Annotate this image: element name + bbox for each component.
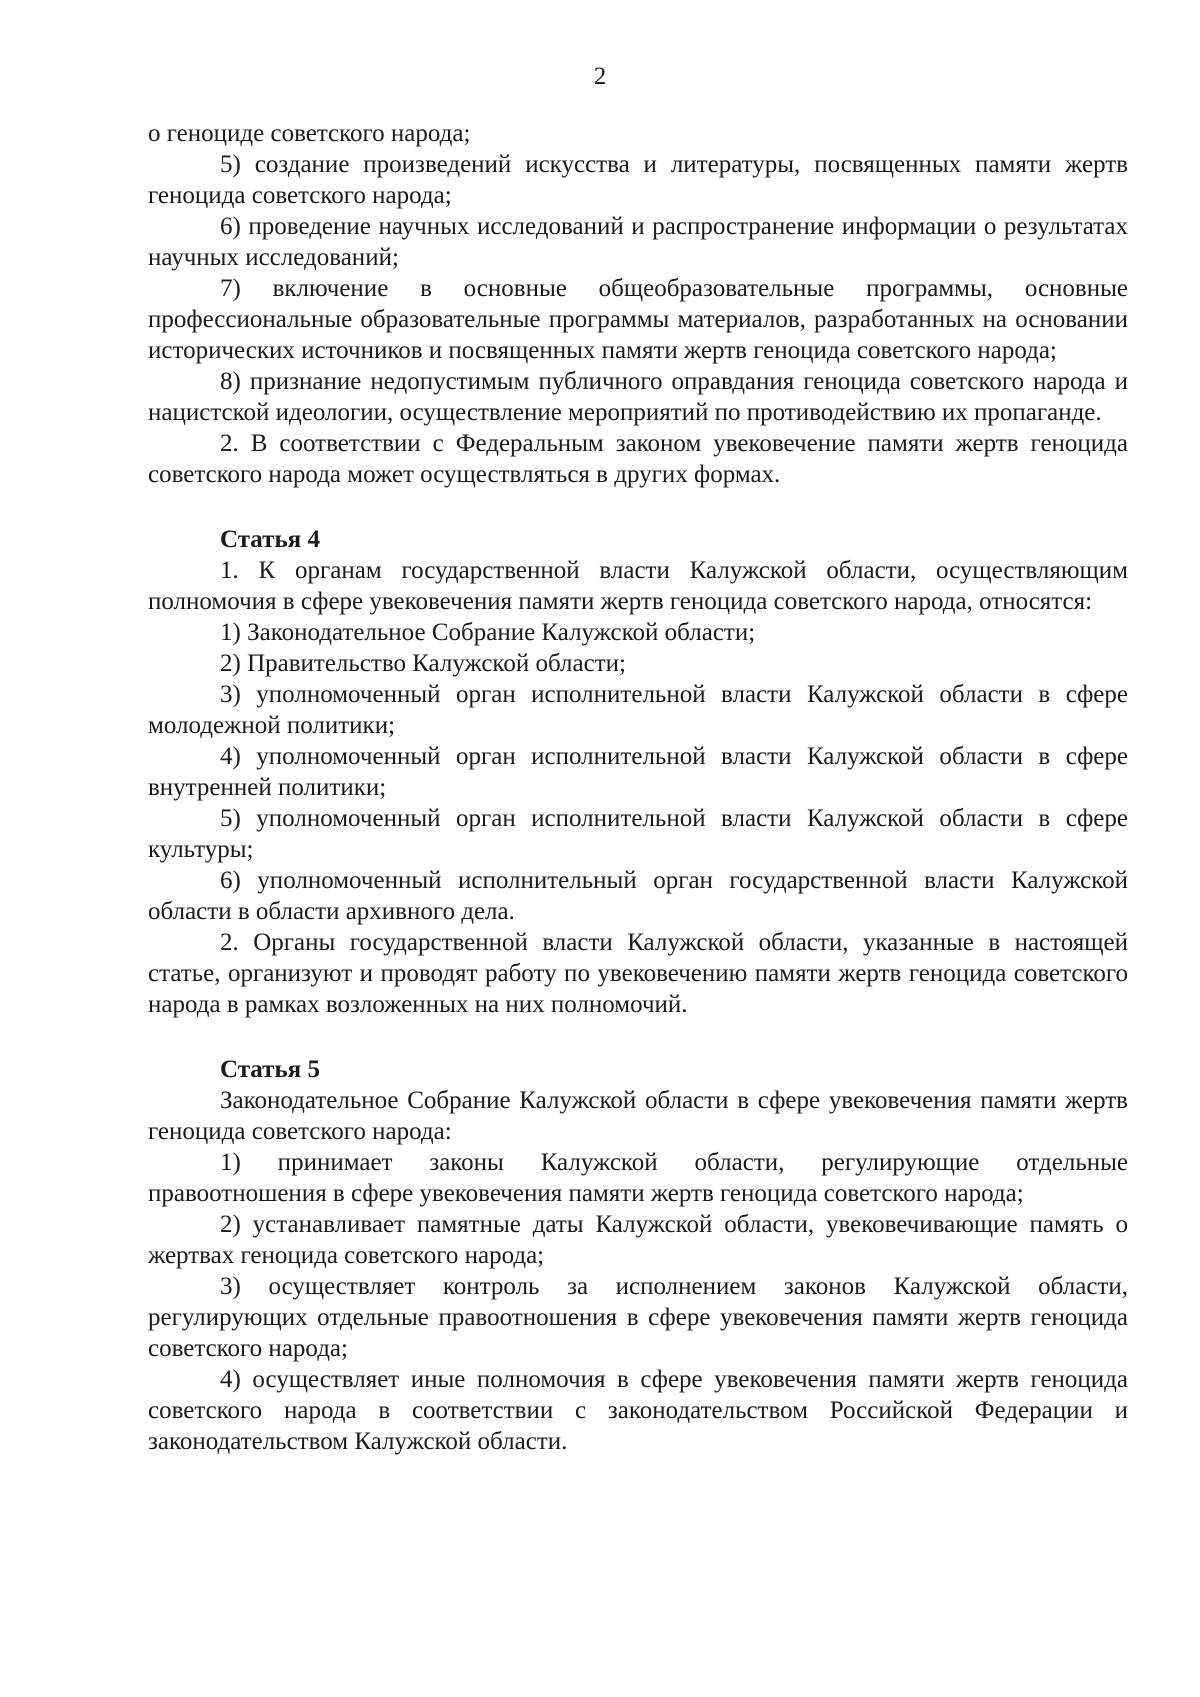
paragraph: 8) признание недопустимым публичного оправдания геноцида советского народа и нацистской идеологии, осуществление мероприятий по противодействию их пропаганде. (148, 368, 1128, 426)
paragraph: 5) уполномоченный орган исполнительной власти Калужской области в сфере культуры; (148, 805, 1128, 863)
paragraph: 5) создание произведений искусства и литературы, посвященных памяти жертв геноцида советского народа; (148, 151, 1128, 209)
paragraph: 1. К органам государственной власти Калужской области, осуществляющим полномочия в сфере увековечения памяти жертв геноцида советского народа, относятся: (148, 557, 1128, 615)
document-body (148, 118, 1128, 1457)
paragraph: 3) уполномоченный орган исполнительной власти Калужской области в сфере молодежной политики; (148, 681, 1128, 739)
paragraph: о геноциде советского народа; (148, 120, 471, 147)
paragraph: 6) уполномоченный исполнительный орган государственной власти Калужской области в области архивного дела. (148, 867, 1128, 925)
paragraph: 2. В соответствии с Федеральным законом увековечение памяти жертв геноцида советского народа может осуществляться в других формах. (148, 430, 1128, 488)
paragraph: 2. Органы государственной власти Калужской области, указанные в настоящей статье, организуют и проводят работу по увековечению памяти жертв геноцида советского народа в рамках возложенных на них полномочий. (148, 929, 1128, 1018)
page-number: 2 (593, 63, 607, 90)
article-5-heading: Статья 5 (220, 1056, 320, 1083)
paragraph: 6) проведение научных исследований и распространение информации о результатах научных исследований; (148, 213, 1128, 271)
paragraph: 1) принимает законы Калужской области, регулирующие отдельные правоотношения в сфере увековечения памяти жертв геноцида советского народа; (148, 1149, 1128, 1207)
paragraph: 4) осуществляет иные полномочия в сфере увековечения памяти жертв геноцида советского народа в соответствии с законодательством Российской Федерации и законодательством Калужской области. (148, 1366, 1128, 1455)
paragraph: 2) Правительство Калужской области; (220, 650, 626, 677)
paragraph: Законодательное Собрание Калужской области в сфере увековечения памяти жертв геноцида советского народа: (148, 1087, 1128, 1145)
paragraph: 1) Законодательное Собрание Калужской области; (220, 619, 756, 646)
paragraph: 2) устанавливает памятные даты Калужской области, увековечивающие память о жертвах геноцида советского народа; (148, 1211, 1128, 1269)
paragraph: 3) осуществляет контроль за исполнением законов Калужской области, регулирующих отдельные правоотношения в сфере увековечения памяти жертв геноцида советского народа; (148, 1273, 1128, 1362)
paragraph: 7) включение в основные общеобразовательные программы, основные профессиональные образовательные программы материалов, разработанных на основании исторических источников и посвященных памяти жертв геноцида советского народа; (148, 275, 1128, 364)
paragraph: 4) уполномоченный орган исполнительной власти Калужской области в сфере внутренней политики; (148, 743, 1128, 801)
article-4-heading: Статья 4 (220, 526, 320, 553)
